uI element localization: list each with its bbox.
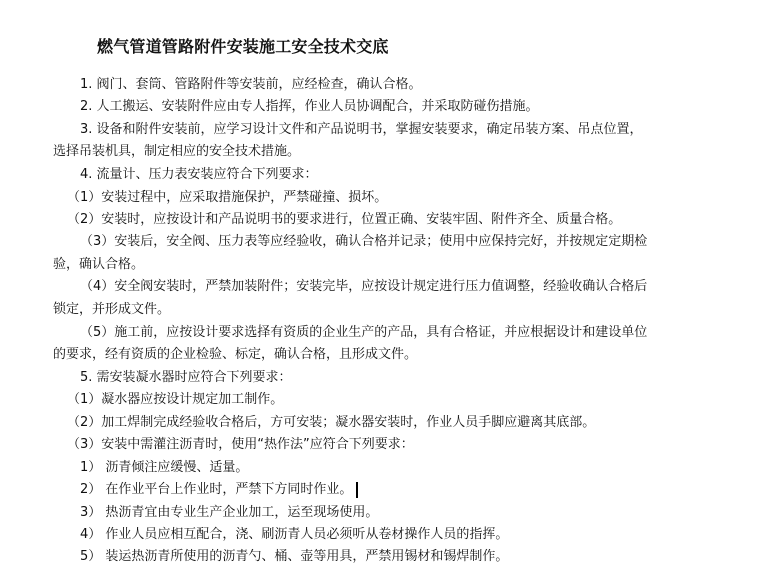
text-line-with-caret: [80, 481, 358, 499]
text-line: （1）安装过程中，应采取措施保护，严禁碰撞、损坏。: [67, 190, 388, 205]
text-line: （2）安装时，应按设计和产品说明书的要求进行，位置正确、安装牢固、附件齐全、质量合格。: [67, 212, 622, 227]
text-line: 选择吊装机具，制定相应的安全技术措施。: [53, 144, 301, 159]
text-line: 1. 阀门、套筒、管路附件等安装前，应经检查，确认合格。: [80, 77, 422, 92]
text-line: 4. 流量计、压力表安装应符合下列要求：: [80, 167, 318, 182]
text-line: 的要求，经有资质的企业检验、标定，确认合格，且形成文件。: [53, 347, 418, 362]
text-line: （3）安装后，安全阀、压力表等应经验收，确认合格并记录；使用中应保持完好，并按规定定期检: [80, 234, 648, 249]
text-line: 2. 人工搬运、安装附件应由专人指挥，作业人员协调配合，并采取防碰伤措施。: [80, 99, 539, 114]
text-line: （1）凝水器应按设计规定加工制作。: [67, 392, 284, 407]
text-line: 3） 热沥青宜由专业生产企业加工，运至现场使用。: [80, 505, 379, 520]
text-line: 2） 在作业平台上作业时，严禁下方同时作业。: [80, 482, 353, 497]
text-line: 锁定，并形成文件。: [53, 302, 171, 317]
text-line: （4）安全阀安装时，严禁加装附件；安装完毕，应按设计规定进行压力值调整，经验收确认合格后: [80, 279, 648, 294]
text-line: （5）施工前，应按设计要求选择有资质的企业生产的产品，具有合格证，并应根据设计和建设单位: [80, 325, 648, 340]
text-line: （3）安装中需灌注沥青时，使用“热作法”应符合下列要求：: [67, 437, 414, 452]
text-line: 4） 作业人员应相互配合，浇、刷沥青人员必须听从卷材操作人员的指挥。: [80, 527, 509, 542]
text-line: （2）加工焊制完成经验收合格后，方可安装；凝水器安装时，作业人员手脚应避离其底部。: [67, 415, 596, 430]
text-line: 3. 设备和附件安装前，应学习设计文件和产品说明书，掌握安装要求，确定吊装方案、吊点位置，: [80, 122, 643, 137]
text-line: 1） 沥青倾注应缓慢、适量。: [80, 460, 249, 475]
text-line: 5） 装运热沥青所使用的沥青勺、桶、壶等用具，严禁用锡材和锡焊制作。: [80, 549, 509, 564]
text-line: 验，确认合格。: [53, 257, 145, 272]
text-line: 5. 需安装凝水器时应符合下列要求：: [80, 370, 292, 385]
text-cursor: [356, 482, 358, 498]
document-title: 燃气管道管路附件安装施工安全技术交底: [97, 37, 389, 56]
